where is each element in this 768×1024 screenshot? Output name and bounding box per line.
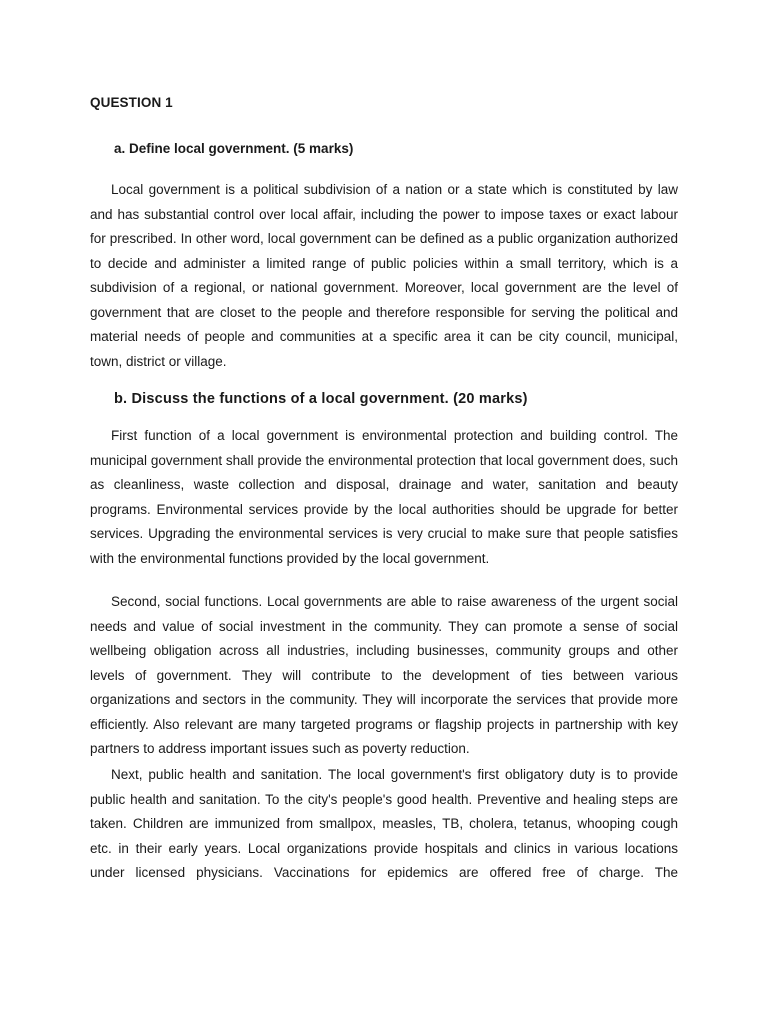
question-a-title: a. Define local government. (5 marks)	[114, 141, 354, 156]
paragraph-definition: Local government is a political subdivision of a nation or a state which is constituted by law and has substantial control over local affair, including the power to impose taxes or exact labour for prescribed. In other word, local government can be defined as a public organization authorized to decide and administer a limited range of public policies within a small territory, which is a subdivision of a regional, or national government. Moreover, local government are the level of government that are closet to the people and therefore responsible for serving the political and material needs of people and communities at a specific area it can be city council, municipal, town, district or village.	[90, 182, 678, 369]
paragraph-public-health-function: Next, public health and sanitation. The local government's first obligatory duty is to provide public health and sanitation. To the city's people's good health. Preventive and healing steps are taken. Children are immunized from smallpox, measles, TB, cholera, tetanus, whooping cough etc. in their early years. Local organizations provide hospitals and clinics in various locations under licensed physicians. Vaccinations for epidemics are offered free of charge. The	[90, 767, 678, 880]
paragraph-social-function: Second, social functions. Local governments are able to raise awareness of the urgent social needs and value of social investment in the community. They can promote a sense of social wellbeing obligation across all industries, including businesses, community groups and other levels of government. They will contribute to the development of ties between various organizations and sectors in the community. They will incorporate the services that provide more efficiently. Also relevant are many targeted programs or flagship projects in partnership with key partners to address important issues such as poverty reduction.	[90, 594, 678, 756]
paragraph-environmental-function: First function of a local government is environmental protection and building control. The municipal government shall provide the environmental protection that local government does, such as cleanliness, waste collection and disposal, drainage and water, sanitation and beauty programs. Environmental services provide by the local authorities should be upgrade for better services. Upgrading the environmental services is very crucial to make sure that people satisfies with the environmental functions provided by the local government.	[90, 428, 678, 566]
question-heading: QUESTION 1	[90, 95, 173, 110]
question-b-title: b. Discuss the functions of a local government. (20 marks)	[114, 391, 528, 407]
